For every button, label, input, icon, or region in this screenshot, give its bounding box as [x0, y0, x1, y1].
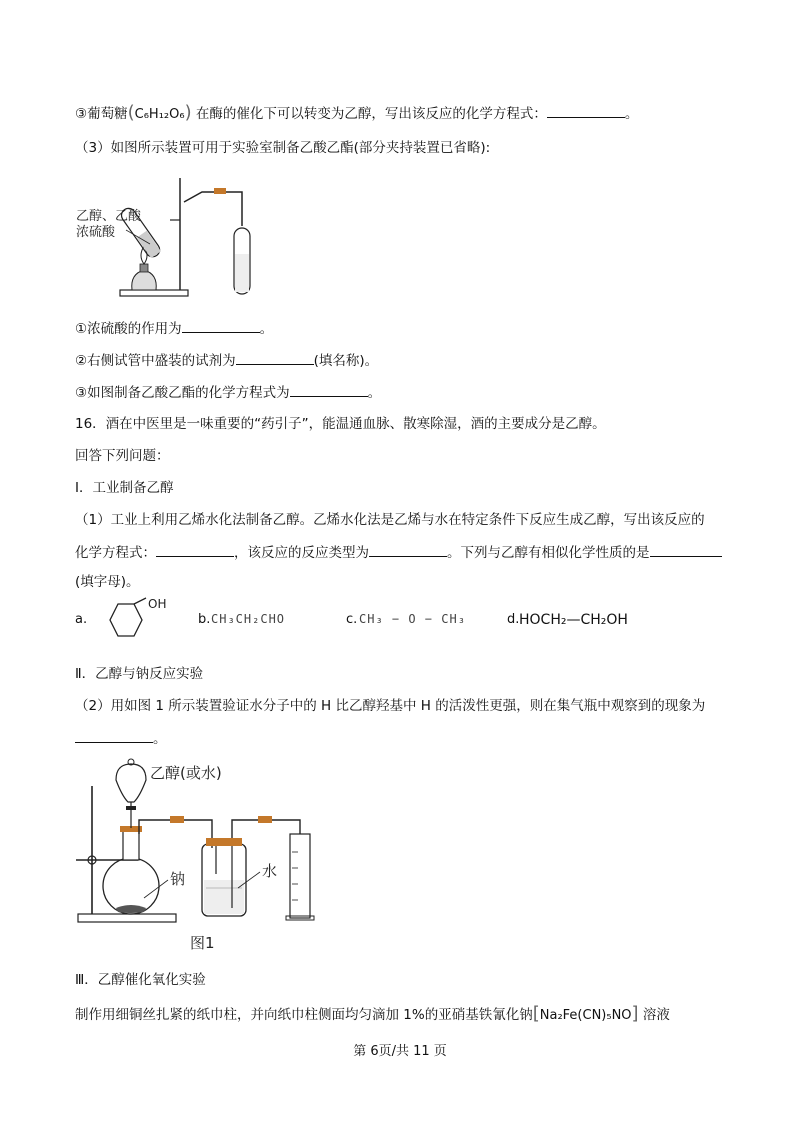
left-bracket: [	[532, 1003, 540, 1024]
q16-3-line-a	[75, 1004, 670, 1026]
answer-blank[interactable]	[290, 382, 368, 397]
fig1-label-sulfuric-acid: 浓硫酸	[76, 225, 116, 240]
option-b-formula: CH₃CH₂CHO	[211, 612, 286, 626]
q16-1-mid: ，该反应的反应类型为	[234, 545, 369, 561]
answer-blank[interactable]	[236, 350, 314, 365]
right-bracket: ]	[631, 1003, 639, 1024]
q16-1-prefix: 化学方程式：	[75, 545, 156, 561]
fig2-label-ethanol-or-water: 乙醇(或水)	[150, 764, 222, 782]
answer-blank[interactable]	[75, 728, 153, 743]
sodium-nitroprusside-formula: Na₂Fe(CN)₅NO	[539, 1008, 632, 1023]
section-1-title: Ⅰ．工业制备乙醇	[75, 480, 174, 496]
section-2-title: Ⅱ．乙醇与钠反应实验	[75, 666, 204, 682]
answer-blank[interactable]	[156, 542, 234, 557]
q16-2-line-a: （2）用如图 1 所示装置验证水分子中的 H 比乙醇羟基中 H 的活泼性更强，则在集气瓶中观察到的现象为	[75, 698, 706, 714]
q15-3-text: 在酶的催化下可以转变为乙醇，写出该反应的化学方程式：	[191, 106, 547, 122]
oh-label: OH	[148, 597, 167, 611]
period: 。	[624, 106, 639, 122]
right-paren: )	[184, 102, 192, 123]
q16-intro: 16．酒在中医里是一味重要的“药引子”，能温通血脉、散寒除湿，酒的主要成分是乙醇。	[75, 416, 606, 432]
q-b-line	[75, 350, 378, 371]
q16-1-line-c: (填字母)。	[75, 574, 140, 590]
period: 。	[367, 385, 382, 401]
q-c-text: ③如图制备乙酸乙酯的化学方程式为	[75, 385, 290, 401]
answer-blank[interactable]	[369, 542, 447, 557]
q-a-line	[75, 318, 273, 339]
period: 。	[259, 321, 274, 337]
fig2-caption: 图1	[190, 934, 215, 952]
option-c-formula: CH₃ − O − CH₃	[359, 612, 466, 626]
section-3-title: Ⅲ．乙醇催化氧化实验	[75, 972, 206, 988]
page-footer: 第 6页/共 11 页	[353, 1044, 447, 1059]
q-c-line	[75, 382, 381, 403]
q16-1-end: 。下列与乙醇有相似化学性质的是	[447, 545, 650, 561]
answer-following: 回答下列问题：	[75, 448, 170, 464]
q-a-text: ①浓硫酸的作用为	[75, 321, 182, 337]
left-paren: (	[127, 102, 135, 123]
fig2-label-water: 水	[262, 862, 278, 880]
option-d-label: d.	[507, 612, 520, 627]
q16-3-end: 溶液	[638, 1007, 670, 1023]
q16-3-text: 制作用细铜丝扎紧的纸巾柱，并向纸巾柱侧面均匀滴加 1%的亚硝基铁氰化钠	[75, 1007, 533, 1023]
answer-blank[interactable]	[650, 542, 722, 557]
q16-1-line-a: （1）工业上利用乙烯水化法制备乙醇。乙烯水化法是乙烯与水在特定条件下反应生成乙醇，写出该反应的	[75, 512, 705, 528]
glucose-formula: C₆H₁₂O₆	[134, 107, 185, 122]
answer-blank[interactable]	[547, 103, 625, 118]
q16-1-line-b	[75, 542, 722, 563]
option-d-formula: HOCH₂—CH₂OH	[519, 612, 628, 628]
q15-3-line	[75, 103, 638, 125]
option-a-label: a.	[75, 612, 88, 627]
q16-2-line-b	[75, 728, 167, 749]
q-b-suffix: (填名称)。	[313, 353, 379, 369]
option-c-label: c.	[346, 612, 358, 627]
q15-3-label: ③葡萄糖	[75, 106, 128, 122]
sodium-reaction-apparatus-figure	[74, 756, 334, 956]
option-b-label: b.	[198, 612, 211, 627]
fig2-label-sodium: 钠	[170, 870, 186, 888]
ethyl-acetate-apparatus-figure	[74, 172, 274, 302]
fig1-label-ethanol-acetic-acid: 乙醇、乙酸	[76, 209, 142, 224]
q3-intro: （3）如图所示装置可用于实验室制备乙酸乙酯(部分夹持装置已省略):	[75, 140, 491, 156]
answer-blank[interactable]	[182, 318, 260, 333]
cyclohexanol-structure	[98, 596, 178, 646]
period: 。	[153, 731, 167, 747]
q-b-text: ②右侧试管中盛装的试剂为	[75, 353, 236, 369]
